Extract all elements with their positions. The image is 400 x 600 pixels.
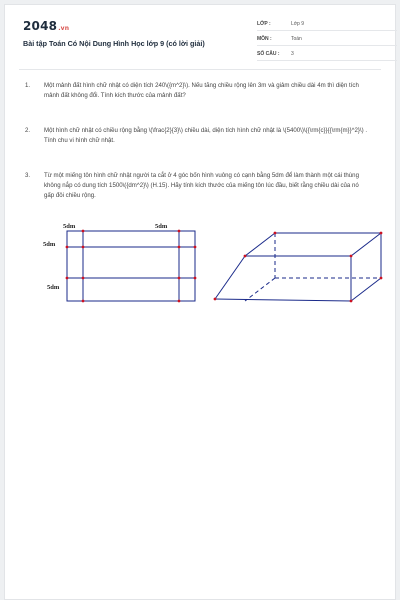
box-points bbox=[214, 232, 383, 303]
question-3 bbox=[25, 171, 367, 201]
box-edge bbox=[215, 256, 245, 299]
box-edge bbox=[351, 278, 381, 301]
vertex-point bbox=[82, 300, 85, 303]
label-top-right: 5dm bbox=[155, 223, 168, 230]
vertex-point bbox=[244, 255, 247, 258]
sheet-outline bbox=[67, 231, 195, 301]
question-number: 1. bbox=[25, 82, 31, 89]
meta-label: SỐ CÂU : bbox=[257, 51, 280, 57]
logo-main-text: 2048 bbox=[23, 19, 58, 33]
meta-label: LỚP : bbox=[257, 21, 271, 27]
box-edge bbox=[351, 233, 381, 256]
figure-h15 bbox=[25, 223, 387, 309]
vertex-point bbox=[194, 246, 197, 249]
sheet-points bbox=[66, 230, 197, 303]
meta-value: 3 bbox=[291, 51, 294, 57]
box-edge bbox=[245, 233, 275, 256]
label-side-top: 5dm bbox=[43, 241, 56, 248]
question-number: 3. bbox=[25, 172, 31, 179]
vertex-point bbox=[194, 277, 197, 280]
question-1 bbox=[25, 81, 367, 101]
label-side-bottom: 5dm bbox=[47, 284, 60, 291]
document-sheet bbox=[4, 4, 396, 600]
meta-value: Lớp 9 bbox=[291, 21, 305, 27]
vertex-point bbox=[178, 277, 181, 280]
question-2 bbox=[25, 126, 367, 146]
vertex-point bbox=[66, 246, 69, 249]
meta-value: Toán bbox=[291, 36, 302, 42]
box-edge bbox=[215, 299, 351, 301]
hidden-edge bbox=[245, 278, 275, 301]
vertex-point bbox=[178, 230, 181, 233]
vertex-point bbox=[178, 246, 181, 249]
question-text: Một mảnh đất hình chữ nhật có diện tích 240\({m^2}\). Nếu tăng chiều rộng lên 3m và giảm chiều dài 4m thì diện tích mảnh đất không đổi. Tính kích thước của mảnh đất? bbox=[44, 82, 359, 99]
document-header bbox=[19, 15, 389, 65]
vertex-point bbox=[178, 300, 181, 303]
vertex-point bbox=[214, 298, 217, 301]
site-logo[interactable] bbox=[23, 19, 69, 33]
question-text: Từ một miếng tôn hình chữ nhật người ta cắt ở 4 góc bốn hình vuông có cạnh bằng 5dm để làm thành một cái thùng không nắp có dung tích 1500\({dm^2}\) (H.15). Hãy tính kích thước của miếng tôn lúc đầu, biết rằng chiều dài của nó gấp đôi chiều rộng. bbox=[44, 172, 359, 199]
vertex-point bbox=[66, 277, 69, 280]
logo-suffix-text: .vn bbox=[58, 25, 70, 32]
vertex-point bbox=[380, 277, 383, 280]
vertex-point bbox=[380, 232, 383, 235]
vertex-point bbox=[82, 277, 85, 280]
vertex-point bbox=[350, 300, 353, 303]
vertex-point bbox=[82, 230, 85, 233]
meta-row-count bbox=[257, 49, 397, 61]
question-text: Một hình chữ nhật có chiều rộng bằng \(\frac{2}{3}\) chiều dài, diện tích hình chữ nhật là \(5400\)\({\rm{c}}{{\rm{m}}^2}\) . Tính chu vi hình chữ nhật. bbox=[44, 127, 368, 144]
header-divider bbox=[19, 69, 381, 70]
flat-sheet-figure bbox=[43, 223, 196, 302]
meta-label: MÔN : bbox=[257, 36, 272, 42]
vertex-point bbox=[274, 232, 277, 235]
meta-info bbox=[257, 19, 397, 64]
label-top-left: 5dm bbox=[63, 223, 76, 230]
meta-row-subject bbox=[257, 34, 397, 46]
meta-row-grade bbox=[257, 19, 397, 31]
question-number: 2. bbox=[25, 127, 31, 134]
open-box-figure bbox=[214, 232, 383, 303]
page-title: Bài tập Toán Có Nội Dung Hình Học lớp 9 (có lời giải) bbox=[23, 39, 205, 48]
vertex-point bbox=[350, 255, 353, 258]
vertex-point bbox=[82, 246, 85, 249]
